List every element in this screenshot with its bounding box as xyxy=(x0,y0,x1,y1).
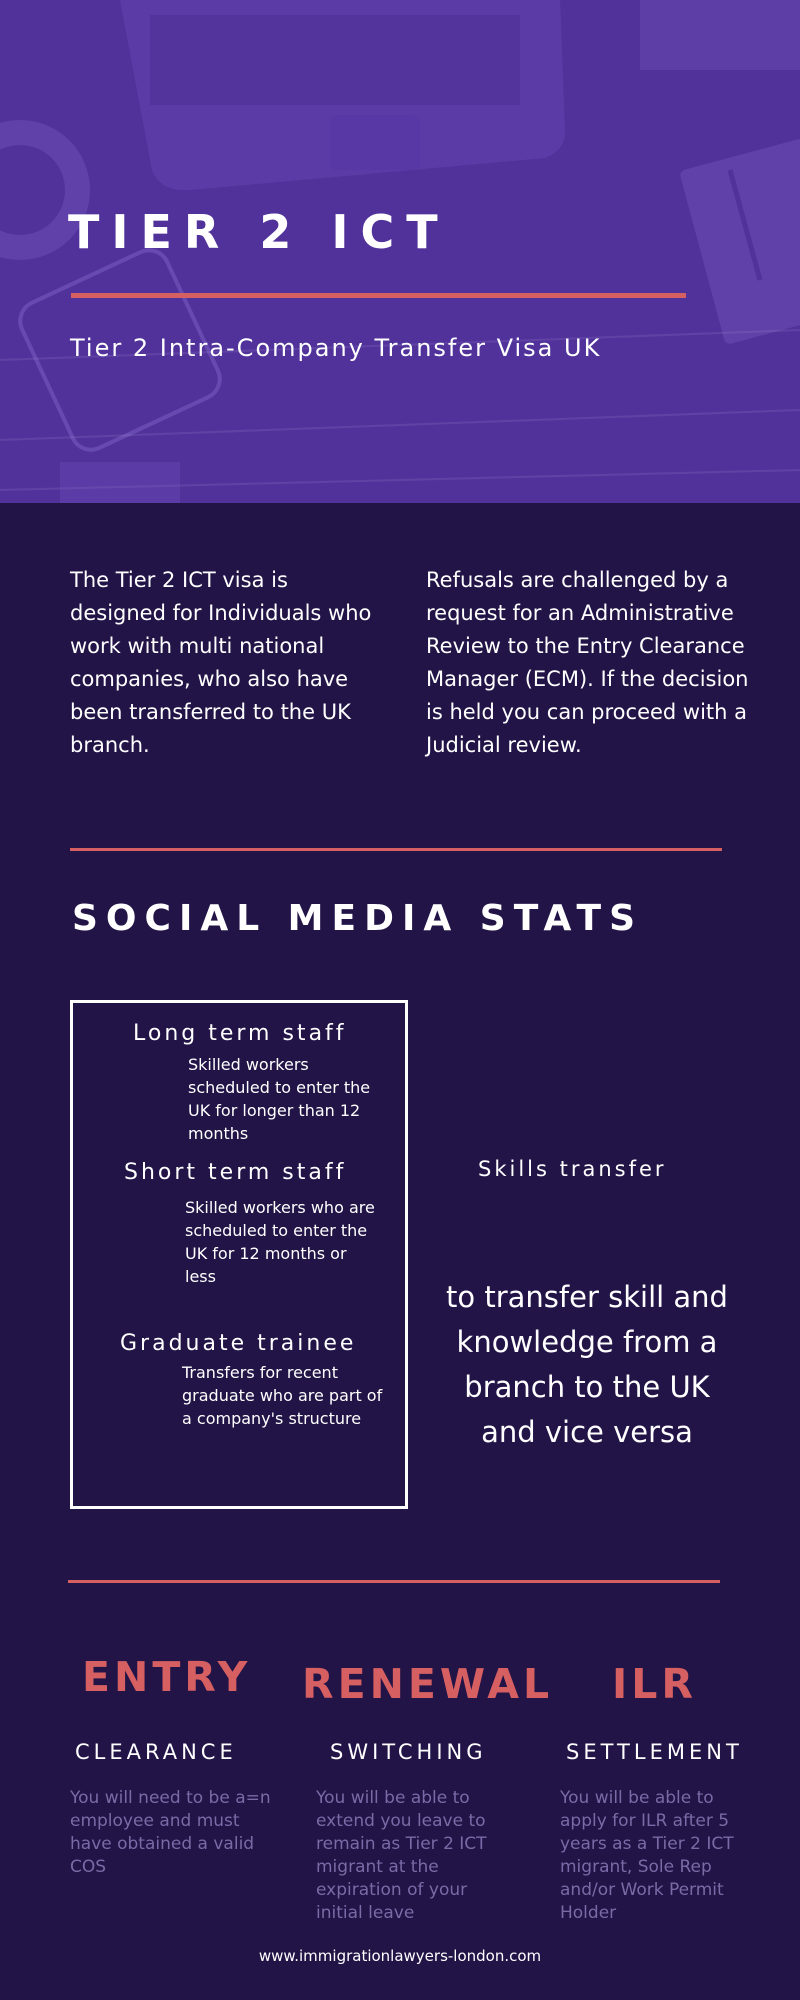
item-title-short-term: Short term staff xyxy=(124,1160,347,1185)
renewal-heading: RENEWAL xyxy=(302,1660,554,1708)
intro-right-text: Refusals are challenged by a request for an Administrative Review to the Entry Clearance Manager (ECM). If the decision is held you can proceed with a Judicial review. xyxy=(426,568,749,757)
item-title-graduate: Graduate trainee xyxy=(120,1331,357,1356)
footer-url[interactable]: www.immigrationlawyers-london.com xyxy=(258,1947,542,1965)
ilr-subheading: SETTLEMENT xyxy=(566,1740,743,1764)
entry-subheading: CLEARANCE xyxy=(75,1740,237,1764)
section-divider xyxy=(70,848,722,851)
item-text-long-term: Skilled workers scheduled to enter the UK for longer than 12 months xyxy=(188,1055,371,1143)
renewal-subheading: SWITCHING xyxy=(330,1740,487,1764)
notebook-icon xyxy=(679,135,800,345)
notebook-icon xyxy=(640,0,800,70)
item-text-graduate: Transfers for recent graduate who are part of a company's structure xyxy=(182,1363,383,1428)
ilr-text: You will be able to apply for ILR after 5 years as a Tier 2 ICT migrant, Sole Rep and/or Work Permit Holder xyxy=(560,1788,734,1923)
hero-banner xyxy=(0,0,800,503)
skills-transfer-title: Skills transfer xyxy=(478,1157,667,1181)
renewal-text: You will be able to extend you leave to remain as Tier 2 ICT migrant at the expiration of your initial leave xyxy=(316,1788,487,1923)
item-title-long-term: Long term staff xyxy=(133,1021,347,1046)
hero-subtitle: Tier 2 Intra-Company Transfer Visa UK xyxy=(70,334,602,362)
section-title: SOCIAL MEDIA STATS xyxy=(72,898,644,939)
section-divider xyxy=(68,1580,720,1583)
ilr-heading: ILR xyxy=(612,1660,697,1708)
entry-text: You will need to be a=n employee and must have obtained a valid COS xyxy=(70,1788,271,1877)
entry-heading: ENTRY xyxy=(82,1653,252,1701)
intro-left-text: The Tier 2 ICT visa is designed for Individuals who work with multi national companies, who also have been transferred to the UK branch. xyxy=(70,568,372,757)
laptop-icon xyxy=(120,0,565,190)
item-text-short-term: Skilled workers who are scheduled to enter the UK for 12 months or less xyxy=(185,1198,375,1286)
skills-transfer-text: to transfer skill and knowledge from a branch to the UK and vice versa xyxy=(446,1280,728,1449)
hero-title: TIER 2 ICT xyxy=(68,205,450,259)
hero-divider xyxy=(71,293,686,298)
